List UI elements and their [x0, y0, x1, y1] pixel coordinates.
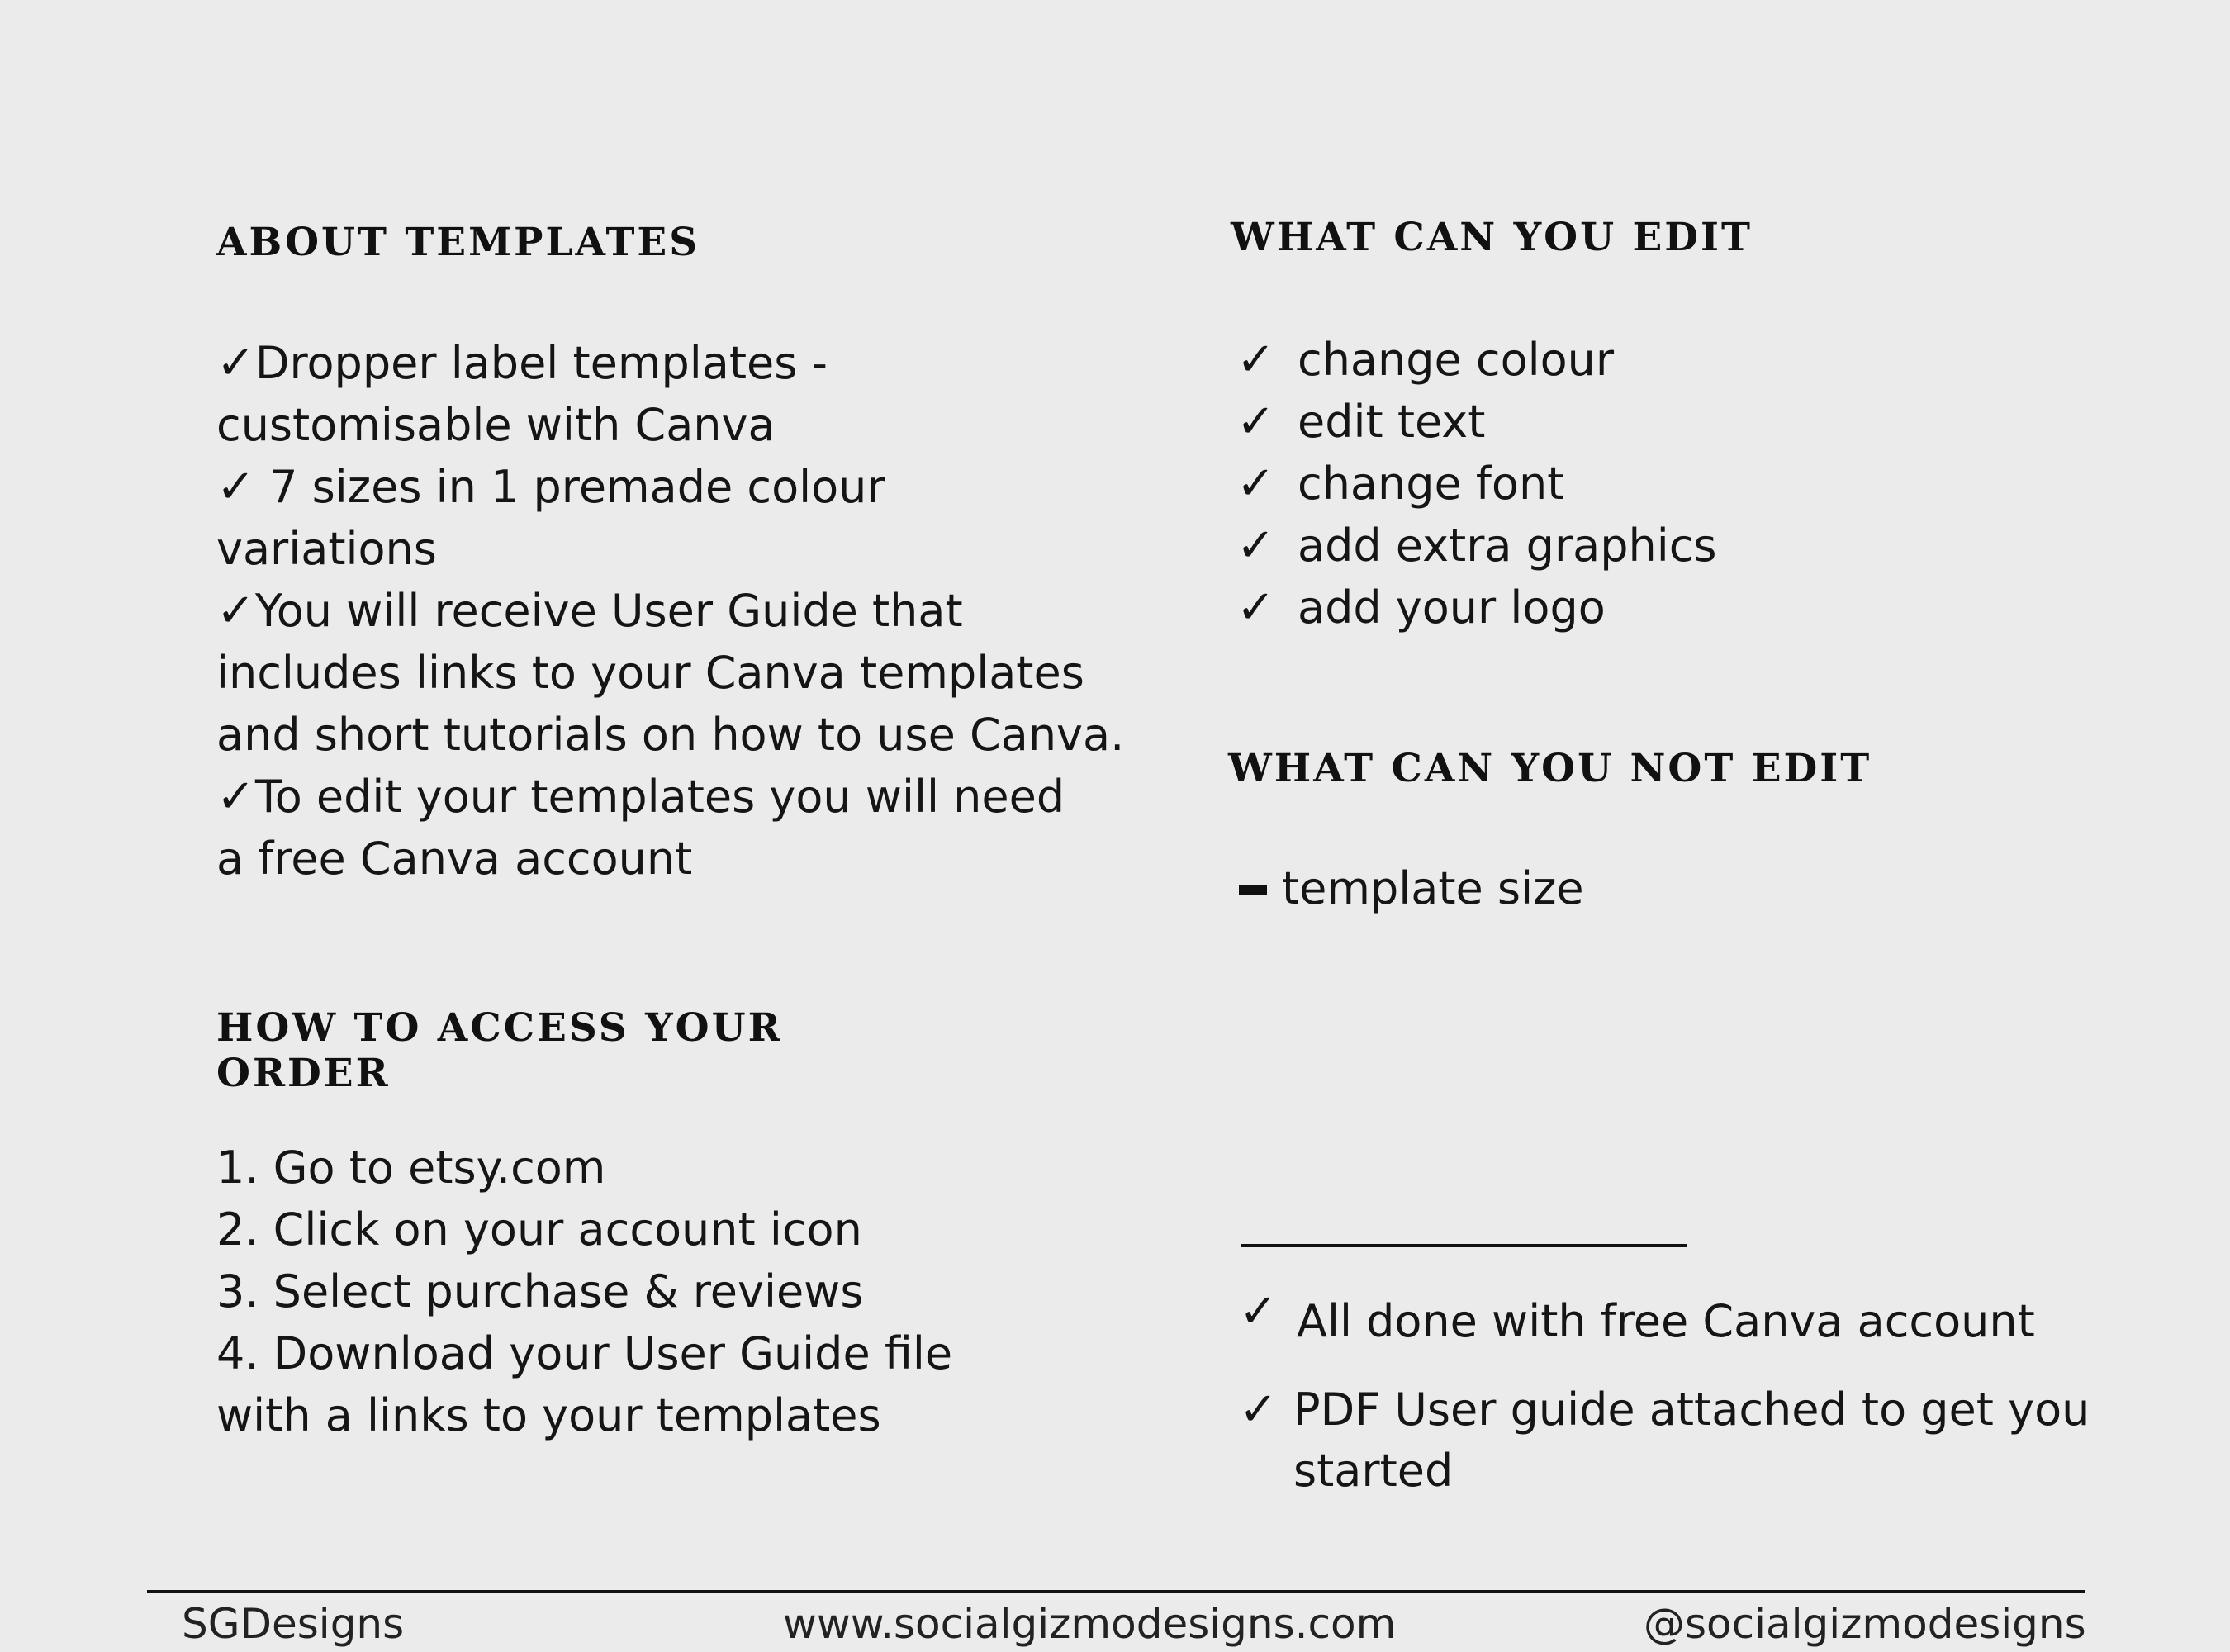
about-text: includes links to your Canva templates [216, 647, 1084, 699]
check-icon: ✓ [1239, 1284, 1278, 1338]
about-text: 7 sizes in 1 premade colour [254, 461, 885, 513]
can-edit-item-5 [1236, 582, 1606, 634]
about-line-6 [216, 647, 1084, 700]
can-edit-text: change colour [1298, 334, 1615, 386]
dash-icon [1239, 885, 1267, 895]
can-edit-item-3 [1236, 458, 1564, 510]
cannot-edit-item-1 [1239, 862, 1584, 915]
about-line-4 [216, 523, 437, 576]
about-text: To edit your templates you will need [254, 771, 1065, 823]
can-edit-text: add your logo [1298, 582, 1606, 634]
check-icon: ✓ [1236, 581, 1275, 634]
about-line-5 [216, 585, 963, 638]
note-text: All done with free Canva account [1297, 1295, 2035, 1347]
check-icon: ✓ [1236, 333, 1275, 387]
footer-brand: SGDesigns [182, 1600, 405, 1648]
check-icon: ✓ [216, 460, 255, 514]
check-icon: ✓ [216, 336, 255, 390]
about-line-8 [216, 771, 1065, 824]
check-icon: ✓ [216, 584, 255, 638]
about-text: customisable with Canva [216, 399, 776, 451]
access-step-3: 3. Select purchase & reviews [216, 1265, 864, 1317]
check-icon: ✓ [216, 770, 255, 824]
about-line-1 [216, 337, 828, 390]
note-item-1 [1239, 1284, 2035, 1348]
note-item-2 [1239, 1384, 2090, 1436]
check-icon: ✓ [1236, 395, 1275, 449]
can-edit-item-2 [1236, 396, 1485, 449]
access-step-1: 1. Go to etsy.com [216, 1142, 606, 1194]
footer-divider [147, 1590, 2085, 1593]
about-line-9 [216, 833, 692, 885]
can-edit-text: edit text [1298, 396, 1486, 448]
about-text: You will receive User Guide that [254, 585, 963, 637]
can-edit-text: change font [1298, 458, 1565, 510]
cannot-edit-heading: WHAT CAN YOU NOT EDIT [1228, 746, 1872, 791]
note-item-3 [1293, 1445, 1453, 1498]
signature-line [1241, 1244, 1687, 1247]
about-text: a free Canva account [216, 833, 693, 885]
check-icon: ✓ [1239, 1383, 1278, 1436]
can-edit-heading: WHAT CAN YOU EDIT [1231, 215, 1753, 260]
footer-social-handle[interactable]: @socialgizmodesigns [1644, 1600, 2086, 1648]
footer-website-link[interactable]: www.socialgizmodesigns.com [783, 1600, 1397, 1648]
access-step-2: 2. Click on your account icon [216, 1203, 862, 1256]
about-text: Dropper label templates - [254, 337, 828, 389]
note-text: PDF User guide attached to get you [1293, 1384, 2090, 1436]
note-text: started [1293, 1445, 1454, 1497]
access-order-heading-line1: HOW TO ACCESS YOUR [216, 1005, 783, 1051]
about-line-2 [216, 399, 776, 452]
access-order-heading-line2: ORDER [216, 1051, 391, 1096]
about-text: variations [216, 523, 437, 575]
about-templates-heading: ABOUT TEMPLATES [216, 220, 700, 265]
about-line-7 [216, 709, 1124, 762]
can-edit-item-4 [1236, 520, 1717, 572]
about-line-3 [216, 461, 885, 514]
can-edit-text: add extra graphics [1298, 520, 1717, 572]
check-icon: ✓ [1236, 457, 1275, 510]
access-step-4: 4. Download your User Guide file [216, 1327, 953, 1379]
about-text: and short tutorials on how to use Canva. [216, 709, 1125, 761]
can-edit-item-1 [1236, 334, 1614, 387]
access-step-5: with a links to your templates [216, 1389, 881, 1441]
cannot-edit-text: template size [1282, 862, 1584, 914]
check-icon: ✓ [1236, 519, 1275, 572]
